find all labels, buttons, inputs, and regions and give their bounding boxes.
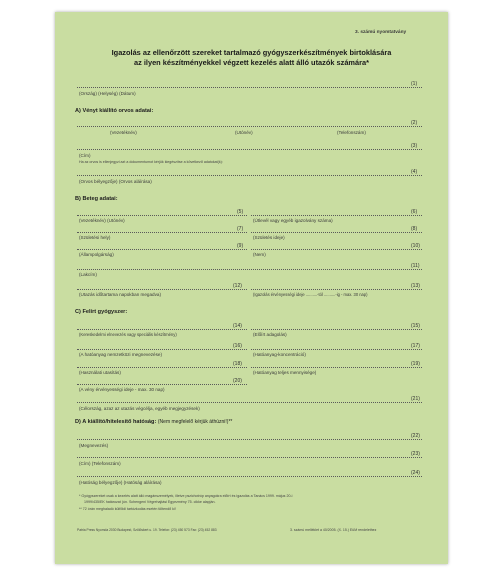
patient-address-label: (Lakcím) [79,272,97,277]
section-c-heading: C) Felírt gyógyszer: [75,309,128,315]
usage-line[interactable] [77,367,247,368]
birthdate-line[interactable] [251,232,422,233]
section-d-title: D) A kiállító/hitelesítő hatóság: [75,419,157,425]
inn-line[interactable] [77,349,247,350]
field-number: (8) [411,226,418,232]
passport-line[interactable] [251,215,422,216]
field-number: (2) [411,120,418,126]
authority-stamp-label: (Hatóság bélyegzője) (Hatóság aláírása) [79,480,162,485]
total-quantity-line[interactable] [251,367,422,368]
trip-duration-line[interactable] [77,289,247,290]
field-number: (24) [411,470,420,476]
section-a-heading: A) Vényt kiállító orvos adatai: [75,108,154,114]
footnote-2: ** 72 órán meghaladó külföldi tartózkodás esetén töltendő ki! [79,507,176,511]
purpose-label: (Célország, azaz az utazás végcélja, egyéb megjegyzések) [79,406,200,411]
doctor-stamp-line[interactable] [77,175,422,176]
total-quantity-label: (Hatóanyag teljes mennyisége) [253,370,317,375]
field-number: (17) [411,343,420,349]
prescription-validity-label: (A vény érvényességi ideje - max. 30 nap) [79,387,165,392]
section-d-note: (Nem megfelelő kérjük áthúzni!)** [157,419,233,425]
form-number: 3. számú nyomtatvány [355,30,407,35]
concentration-line[interactable] [251,349,422,350]
field-number: (22) [411,433,420,439]
field-number: (11) [411,263,420,269]
form-sheet [55,12,448,564]
birthplace-line[interactable] [77,232,247,233]
dosage-line[interactable] [251,329,422,330]
concentration-label: (Hatóanyag-koncentráció) [253,352,306,357]
validity-label: (Igazolás érvényességi ideje ..........-tól ..........-ig - max. 30 nap) [253,292,368,297]
doctor-stamp-label: (Orvos bélyegzője) (Orvos aláírása) [79,179,152,184]
field-number: (19) [411,361,420,367]
field-number: (18) [233,361,242,367]
field-number: (9) [237,243,244,249]
authority-name-label: (Megnevezés) [79,443,109,448]
doctor-address-line[interactable] [77,149,422,150]
regulation-reference: 3. számú melléklet a 40/2005. (X. 15.) EüM rendelethez [290,528,377,532]
sex-label: (Nem) [253,252,266,257]
field-number: (4) [411,169,418,175]
section-b-heading: B) Beteg adatai: [75,196,118,202]
footnote-1: * Gyógyszereket csak a kezelés alatt álló magánszemélyek, illetve pszichotróp anyagokra előírt és igazolás a Tanács 1999. május 20-i [79,494,293,498]
authority-name-line[interactable] [77,439,422,440]
doctor-firstname-label: (Utónév) [235,130,253,135]
sex-line[interactable] [251,249,422,250]
patient-name-label: (Vezetéknév) (Utónév) [79,218,125,223]
title-line-2: az ilyen készítményekkel végzett kezelés alatt álló utazók számára* [134,58,369,67]
trip-duration-label: (Utazás időtartama napokban megadva) [79,292,161,297]
field-number: (20) [233,378,242,384]
authority-stamp-line[interactable] [77,476,422,477]
authority-address-line[interactable] [77,457,422,458]
field-number: (10) [411,243,420,249]
field-number: (6) [411,209,418,215]
field-number: (12) [233,283,242,289]
doctor-address-label: (Cím) [79,153,91,158]
doctor-surname-label: (Vezetéknév) [110,130,137,135]
doctor-address-note: Ha az orvos is ellenjegyzi azt a dokumentumot kérjük kiegészítse a következő adatokat(k): [79,160,223,164]
field-number: (16) [233,343,242,349]
title-line-1: Igazolás az ellenőrzött szereket tartalmazó gyógyszerkészítmények birtoklására [111,48,392,57]
printer-imprint: Patria Press Nyomda 2030 Budapest, Szőlőskert u. 19. Telefon: (23) 450 573 Fax: (23) 452 883 [77,528,217,532]
usage-label: (Használati utasítás) [79,370,121,375]
field-number: (7) [237,226,244,232]
citizenship-line[interactable] [77,249,247,250]
patient-address-line[interactable] [77,269,422,270]
doctor-name-line[interactable] [77,126,422,127]
section-d-heading [75,419,232,425]
field-number: (5) [237,209,244,215]
brand-name-label: (Kereskedelmi elnevezés vagy speciális készítmény) [79,332,177,337]
place-date-label: (Ország) (Helység) (Dátum) [79,91,136,96]
citizenship-label: (Állampolgárság) [79,252,114,257]
field-number: (21) [411,396,420,402]
doctor-phone-label: (Telefonszám) [337,130,366,135]
purpose-line[interactable] [77,402,422,403]
authority-address-label: (Cím) (Telefonszám) [79,461,121,466]
inn-label: (A hatóanyag nemzetközi megnevezése) [79,352,162,357]
field-number: (14) [233,323,242,329]
brand-name-line[interactable] [77,329,247,330]
field-number: (1) [411,81,418,87]
footnote-1b: 1999/435/EK határozat (ún. Schengeni Végrehajtási Egyezmény 75. cikke alapján. [84,500,216,504]
birthplace-label: (Születési hely) [79,235,111,240]
place-date-line[interactable] [77,87,422,88]
prescription-validity-line[interactable] [77,384,247,385]
field-number: (15) [411,323,420,329]
dosage-label: (Előírt adagolás) [253,332,287,337]
validity-line[interactable] [251,289,422,290]
field-number: (23) [411,451,420,457]
passport-label: (Útlevél vagy egyéb igazolvány száma) [253,218,333,223]
patient-name-line[interactable] [77,215,247,216]
field-number: (13) [411,283,420,289]
field-number: (3) [411,143,418,149]
birthdate-label: (Születés ideje) [253,235,285,240]
